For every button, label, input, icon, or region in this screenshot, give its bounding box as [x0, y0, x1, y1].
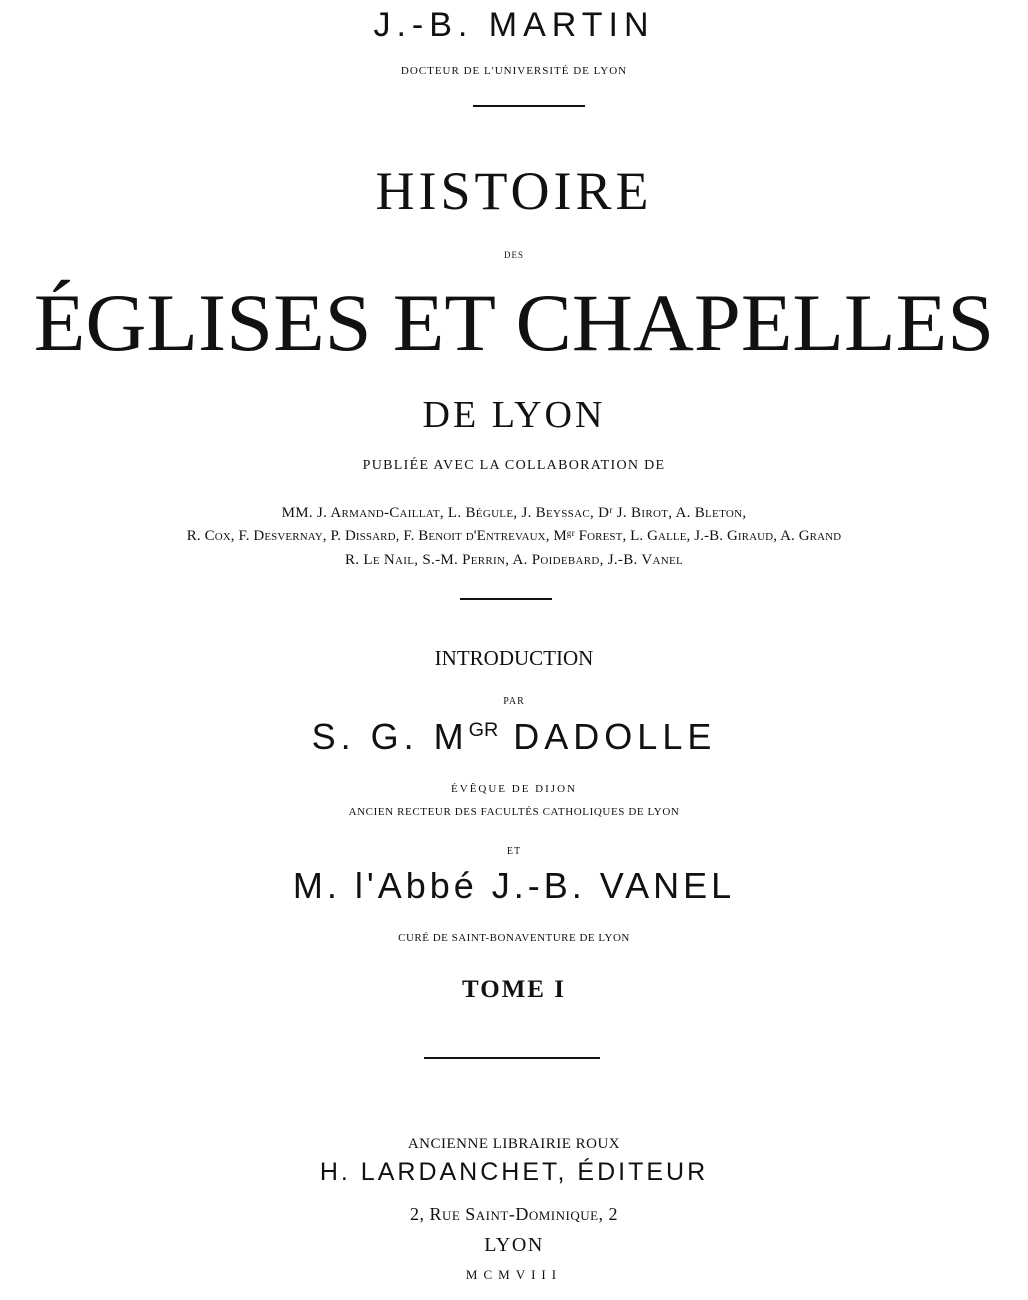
introducer-2-name: M. l'Abbé J.-B. VANEL [292, 865, 736, 906]
title-histoire: HISTOIRE [375, 161, 653, 221]
publisher-city: LYON [484, 1234, 544, 1256]
divider-middle [460, 598, 552, 600]
publisher-name: H. LARDANCHET, ÉDITEUR [319, 1158, 709, 1186]
introduction-heading: INTRODUCTION [434, 646, 594, 670]
introduction-par: PAR [503, 696, 525, 707]
collaborators-line-3: R. Le Nail, S.-M. Perrin, A. Poidebard, J.-B. Vanel [344, 552, 684, 568]
collaborators-line-1: MM. J. Armand-Caillat, L. Bégule, J. Beyssac, Dʳ J. Birot, A. Bleton, [281, 505, 747, 521]
divider-bottom [424, 1057, 600, 1059]
volume-label: TOME I [462, 976, 566, 1003]
author-name: J.-B. MARTIN [373, 6, 655, 44]
introducer-1-name: S. G. $M^{GR}$ DADOLLE [311, 716, 717, 757]
introduction-et: ET [506, 846, 522, 857]
introducer-2-role: CURÉ DE SAINT-BONAVENTURE DE LYON [398, 932, 630, 944]
publication-year: MCMVIII [465, 1267, 563, 1282]
author-title: DOCTEUR DE L'UNIVERSITÉ DE LYON [400, 65, 628, 77]
title-de-lyon: DE LYON [422, 394, 606, 436]
collaboration-heading: PUBLIÉE AVEC LA COLLABORATION DE [362, 458, 666, 473]
title-main: ÉGLISES ET CHAPELLES [33, 277, 995, 368]
introducer-1-role: ÉVÊQUE DE DIJON [451, 783, 577, 795]
title-des: DES [503, 250, 524, 260]
divider-top [473, 105, 585, 107]
introducer-1-former-role: ANCIEN RECTEUR DES FACULTÉS CATHOLIQUES DE LYON [348, 806, 680, 818]
collaborators-line-2: R. Cox, F. Desvernay, P. Dissard, F. Benoit d'Entrevaux, Mᵍʳ Forest, L. Galle, J.-B. Giraud, A. Grand [186, 528, 842, 544]
publisher-former-name: ANCIENNE LIBRAIRIE ROUX [407, 1136, 621, 1152]
publisher-address: 2, Rue Saint-Dominique, 2 [409, 1204, 619, 1224]
